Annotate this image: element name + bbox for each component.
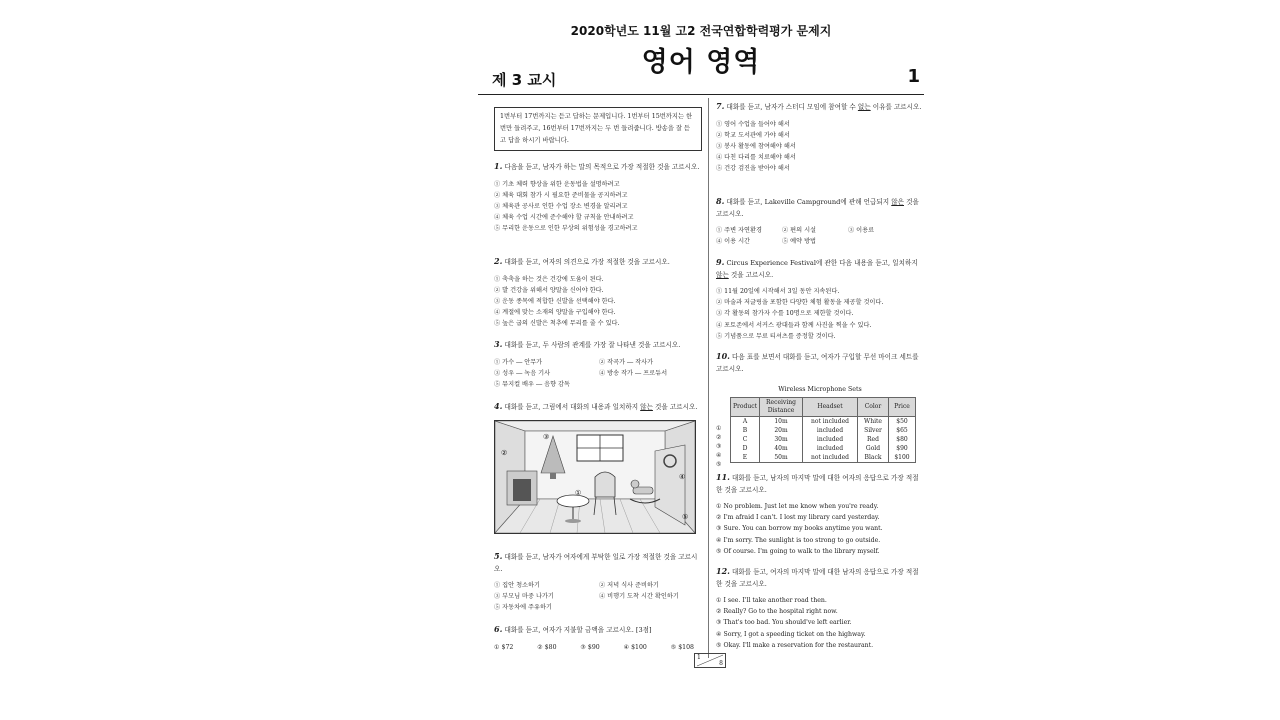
- header-rule: [478, 94, 924, 95]
- picture-label: ①: [575, 488, 582, 497]
- question-8: [716, 196, 924, 247]
- table-row: [731, 426, 916, 435]
- table-cell: 10m: [760, 417, 803, 427]
- table-cell: $100: [889, 453, 916, 463]
- option: ③ $90: [580, 643, 600, 651]
- option: ① $72: [494, 643, 514, 651]
- option: ④ 이용 시간: [716, 238, 751, 246]
- option: ④ 다친 다리를 치료해야 해서: [716, 154, 796, 162]
- table-cell: White: [858, 417, 889, 427]
- option: ② $80: [537, 643, 557, 651]
- underlined-word: 않은: [891, 198, 904, 206]
- current-page: 1: [697, 654, 701, 661]
- underlined-word: 않는: [716, 270, 729, 279]
- option: ④ 방송 작가 ― 프로듀서: [599, 369, 668, 377]
- option: ③ Sure. You can borrow my books anytime you want.: [716, 525, 883, 533]
- question-stem: 12. 대화를 듣고, 여자의 마지막 말에 대한 남자의 응답으로 가장 적절한 것을 고르시오.: [716, 566, 919, 588]
- question-10: [716, 351, 924, 468]
- row-marks: [716, 424, 721, 469]
- option: ③ 운동 종목에 적합한 신발을 선택해야 한다.: [494, 297, 616, 305]
- option: ⑤ 자동차에 주유하기: [494, 604, 552, 612]
- table-cell: Silver: [858, 426, 889, 435]
- table-cell: A: [731, 417, 760, 427]
- question-number: 2.: [494, 256, 503, 266]
- question-9: [716, 257, 924, 342]
- option: ② I'm afraid I can't. I lost my library card yesterday.: [716, 514, 880, 522]
- question-number: 4.: [494, 401, 503, 411]
- question-stem: 5. 대화를 듣고, 남자가 여자에게 부탁한 일로 가장 적절한 것을 고르시오.: [494, 551, 698, 573]
- picture-label: ⑤: [682, 512, 689, 521]
- option: ④ 체육 수업 시간에 준수해야 할 규칙을 안내하려고: [494, 214, 634, 222]
- question-number: 9.: [716, 257, 725, 267]
- option: ④ 비행기 도착 시간 확인하기: [599, 593, 679, 601]
- question-12: [716, 566, 924, 651]
- table-cell: included: [803, 426, 858, 435]
- column-header: Color: [858, 398, 889, 417]
- option: ③ 이용료: [848, 227, 875, 234]
- row-mark: ①: [716, 425, 722, 432]
- question-number: 10.: [716, 351, 730, 361]
- option: ③ That's too bad. You should've left earlier.: [716, 619, 852, 627]
- table-cell: Red: [858, 435, 889, 444]
- table-cell: $50: [889, 417, 916, 427]
- option-list: [494, 580, 702, 614]
- question-stem: 6. 대화를 듣고, 여자가 지불할 금액을 고르시오. [3점]: [494, 624, 652, 634]
- question-11: [716, 472, 924, 557]
- total-pages: 8: [719, 660, 723, 667]
- table-cell: included: [803, 435, 858, 444]
- table-row: [731, 444, 916, 453]
- option: ② 저녁 식사 준비하기: [599, 582, 659, 589]
- option: ① 기초 체력 향상을 위한 운동법을 설명하려고: [494, 180, 620, 188]
- option: ⑤ 무리한 운동으로 인한 부상의 위험성을 경고하려고: [494, 225, 638, 233]
- option: ⑤ $108: [670, 643, 694, 651]
- question-number: 8.: [716, 196, 725, 206]
- table-cell: not included: [803, 453, 858, 463]
- product-table: [730, 397, 916, 463]
- row-mark: ②: [716, 434, 722, 441]
- option: ② 학교 도서관에 가야 해서: [716, 131, 790, 139]
- option: ⑤ 기념품으로 무료 티셔츠를 증정할 것이다.: [716, 332, 836, 340]
- option: ④ 계절에 맞는 소재의 양말을 구입해야 한다.: [494, 309, 616, 317]
- option: ① 영어 수업을 들어야 해서: [716, 120, 790, 128]
- option: ① 축축을 하는 것은 건강에 도움이 된다.: [494, 275, 604, 283]
- column-header: Price: [889, 398, 916, 417]
- option-list: [494, 357, 702, 391]
- question-6: [494, 624, 702, 653]
- listening-notice: 1번부터 17번까지는 듣고 답하는 문제입니다. 1번부터 15번까지는 한 번만 들려주고, 16번부터 17번까지는 두 번 들려줍니다. 방송을 잘 듣고 답을 하시기 바랍니다.: [494, 107, 702, 151]
- question-stem: 4. 대화를 듣고, 그림에서 대화의 내용과 일치하지 않는 것을 고르시오.: [494, 401, 698, 411]
- question-4: [494, 401, 702, 534]
- exam-page: [478, 0, 924, 720]
- question-2: [494, 256, 702, 330]
- option: ② 작곡가 ― 작사가: [599, 358, 654, 366]
- question-stem: 1. 다음을 듣고, 남자가 하는 말의 목적으로 가장 적절한 것을 고르시오.: [494, 161, 700, 171]
- table-cell: Black: [858, 453, 889, 463]
- table-row: [731, 435, 916, 444]
- option-list: [716, 286, 924, 342]
- table-row: [731, 417, 916, 427]
- row-mark: ③: [716, 443, 722, 450]
- option: ④ I'm sorry. The sunlight is too strong to go outside.: [716, 536, 881, 544]
- product-table-wrap: [716, 397, 924, 468]
- table-cell: E: [731, 453, 760, 463]
- option: ① No problem. Just let me know when you're ready.: [716, 503, 879, 510]
- question-stem: 3. 대화를 듣고, 두 사람의 관계를 가장 잘 나타낸 것을 고르시오.: [494, 339, 681, 349]
- column-header: Receiving Distance: [760, 398, 803, 417]
- option-list: [716, 225, 924, 247]
- question-stem: 9. Circus Experience Festival에 관한 다음 내용을 듣고, 일치하지 않는 것을 고르시오.: [716, 257, 918, 279]
- option: ⑤ Of course. I'm going to walk to the library myself.: [716, 547, 880, 555]
- question-3: [494, 339, 702, 390]
- table-cell: 30m: [760, 435, 803, 444]
- table-cell: D: [731, 444, 760, 453]
- picture-label: ③: [543, 432, 550, 441]
- column-divider: [708, 98, 709, 658]
- room-drawing: [495, 421, 695, 533]
- question-stem: 7. 대화를 듣고, 남자가 스터디 모임에 참여할 수 없는 이유를 고르시오.: [716, 101, 922, 111]
- table-cell: Gold: [858, 444, 889, 453]
- option: ① 가수 ― 안무가: [494, 358, 543, 366]
- option: ③ 봉사 활동에 참여해야 해서: [716, 142, 796, 150]
- option: ① 집안 청소하기: [494, 582, 540, 589]
- option-list: [494, 642, 694, 653]
- option-list: [494, 274, 702, 330]
- option: ① 11월 20일에 시작해서 3일 동안 지속된다.: [716, 288, 840, 295]
- underlined-word: 않는: [640, 403, 653, 411]
- table-cell: 20m: [760, 426, 803, 435]
- underlined-word: 없는: [857, 103, 871, 111]
- question-1: [494, 161, 702, 235]
- option: ⑤ 높은 굽의 신발은 척추에 무리를 줄 수 있다.: [494, 320, 620, 328]
- table-title: Wireless Microphone Sets: [778, 386, 862, 393]
- column-header: Headset: [803, 398, 858, 417]
- table-cell: C: [731, 435, 760, 444]
- question-stem: 11. 대화를 듣고, 남자의 마지막 말에 대한 여자의 응답으로 가장 적절한 것을 고르시오.: [716, 472, 919, 494]
- period-label: 제 3 교시: [492, 71, 557, 89]
- option: ④ $100: [623, 643, 647, 651]
- option: ⑤ 뮤지컬 배우 ― 음향 감독: [494, 380, 571, 388]
- option: ⑤ Okay. I'll make a reservation for the restaurant.: [716, 641, 874, 649]
- question-number: 3.: [494, 339, 503, 349]
- option: ① I see. I'll take another road then.: [716, 597, 827, 604]
- option: ③ 부모님 마중 나가기: [494, 593, 554, 601]
- option: ④ Sorry, I got a speeding ticket on the highway.: [716, 630, 866, 638]
- question-number: 1.: [494, 161, 503, 171]
- question-number: 7.: [716, 101, 725, 111]
- question-stem: 10. 다음 표를 보면서 대화를 듣고, 여자가 구입할 무선 마이크 세트를 고르시오.: [716, 351, 919, 373]
- option-list: [716, 501, 924, 557]
- room-illustration: [494, 420, 696, 534]
- table-cell: B: [731, 426, 760, 435]
- picture-label: ②: [501, 448, 508, 457]
- table-cell: included: [803, 444, 858, 453]
- question-number: 6.: [494, 624, 503, 634]
- question-stem: 2. 대화를 듣고, 여자의 의견으로 가장 적절한 것을 고르시오.: [494, 256, 670, 266]
- question-number: 11.: [716, 472, 730, 482]
- table-cell: $80: [889, 435, 916, 444]
- subject-title: 영어 영역: [641, 47, 761, 78]
- option: ⑤ 예약 방법: [782, 238, 817, 246]
- option: ④ 포토존에서 서커스 광대들과 함께 사진을 찍을 수 있다.: [716, 321, 872, 329]
- option: ② 편의 시설: [782, 227, 817, 234]
- option: ③ 각 활동의 참가자 수를 10명으로 제한할 것이다.: [716, 310, 854, 318]
- question-number: 5.: [494, 551, 503, 561]
- option: ② 마술과 저글링을 포함한 다양한 체험 활동을 제공할 것이다.: [716, 299, 884, 307]
- question-5: [494, 551, 702, 614]
- option: ① 주변 자연환경: [716, 227, 762, 234]
- table-cell: $90: [889, 444, 916, 453]
- option: ② 체육 대회 참가 시 필요한 준비물을 공지하려고: [494, 191, 628, 199]
- option-list: [494, 179, 702, 235]
- question-number: 12.: [716, 566, 730, 576]
- page-number: 1: [907, 66, 920, 87]
- option-list: [716, 595, 924, 651]
- option: ② Really? Go to the hospital right now.: [716, 608, 838, 616]
- row-mark: ⑤: [716, 461, 722, 468]
- column-header: Product: [731, 398, 760, 417]
- question-stem: 8. 대화를 듣고, Lakeville Campground에 관해 언급되지 않은 것을 고르시오.: [716, 196, 919, 218]
- table-cell: 50m: [760, 453, 803, 463]
- table-row: [731, 453, 916, 463]
- picture-label: ④: [679, 472, 686, 481]
- table-cell: 40m: [760, 444, 803, 453]
- option: ③ 성우 ― 녹음 기사: [494, 369, 551, 377]
- question-7: [716, 101, 924, 175]
- exam-title: 2020학년도 11월 고2 전국연합학력평가 문제지: [570, 24, 832, 38]
- row-mark: ④: [716, 452, 722, 459]
- option: ⑤ 건강 검진을 받아야 해서: [716, 165, 790, 173]
- page-indicator: [694, 653, 726, 668]
- option-list: [716, 119, 924, 175]
- option: ② 발 건강을 위해서 양말을 신어야 한다.: [494, 286, 604, 294]
- table-cell: not included: [803, 417, 858, 427]
- table-header-row: [731, 398, 916, 417]
- option: ③ 체육관 공사로 인한 수업 장소 변경을 알리려고: [494, 202, 628, 210]
- table-cell: $65: [889, 426, 916, 435]
